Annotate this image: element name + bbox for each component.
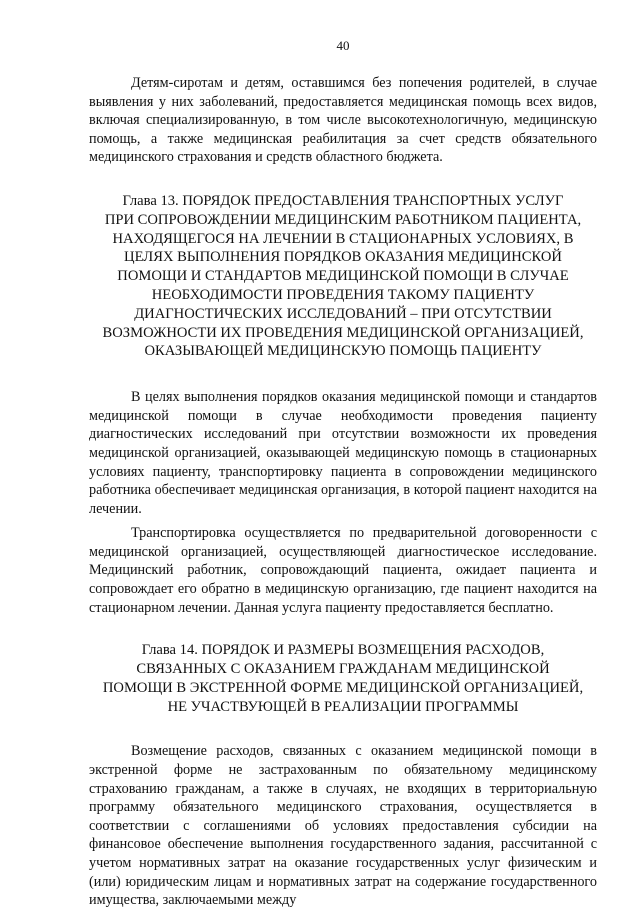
heading-line: ОКАЗЫВАЮЩЕЙ МЕДИЦИНСКУЮ ПОМОЩЬ ПАЦИЕНТУ <box>144 343 542 360</box>
heading-line: ПОМОЩИ И СТАНДАРТОВ МЕДИЦИНСКОЙ ПОМОЩИ В СЛУЧАЕ <box>117 268 569 285</box>
intro-paragraph: Детям-сиротам и детям, оставшимся без попечения родителей, в случае выявления у них заболеваний, предоставляется медицинская помощь всех видов, включая специализированную, в том числе высокотехнологичную, медицинскую помощь, а также медицинская реабилитация за счет средств обязательного медицинского страхования и средств областного бюджета. <box>89 75 597 166</box>
heading-line: ПОМОЩИ В ЭКСТРЕННОЙ ФОРМЕ МЕДИЦИНСКОЙ ОРГАНИЗАЦИЕЙ, <box>102 679 584 696</box>
heading-line: НЕОБХОДИМОСТИ ПРОВЕДЕНИЯ ТАКОМУ ПАЦИЕНТУ <box>151 286 535 303</box>
chapter-13-paragraph-1: В целях выполнения порядков оказания медицинской помощи и стандартов медицинской помощи в случае необходимости проведения пациенту диагностических исследований при отсутствии возможности их проведения медицинской организацией, оказывающей медицинскую помощь в стационарных условиях пациенту, транспортировку пациента в сопровождении медицинского работника обеспечивает медицинская организация, в которой пациент находится на лечении. <box>89 389 597 517</box>
chapter-13-heading <box>89 192 597 361</box>
document-page <box>89 0 597 910</box>
heading-line: ЦЕЛЯХ ВЫПОЛНЕНИЯ ПОРЯДКОВ ОКАЗАНИЯ МЕДИЦИНСКОЙ <box>124 249 562 266</box>
heading-line: Глава 14. ПОРЯДОК И РАЗМЕРЫ ВОЗМЕЩЕНИЯ РАСХОДОВ, <box>141 642 545 659</box>
heading-line: Глава 13. ПОРЯДОК ПРЕДОСТАВЛЕНИЯ ТРАНСПОРТНЫХ УСЛУГ <box>122 192 564 209</box>
chapter-13-paragraph-2: Транспортировка осуществляется по предварительной договоренности с медицинской организацией, осуществляющей диагностическое исследование. Медицинский работник, сопровождающий пациента, ожидает пациента и сопровождает его обратно в медицинскую организацию, где пациент находится на стационарном лечении. Данная услуга пациенту предоставляется бесплатно. <box>89 525 597 616</box>
heading-line: НАХОДЯЩЕГОСЯ НА ЛЕЧЕНИИ В СТАЦИОНАРНЫХ УСЛОВИЯХ, В <box>112 230 574 247</box>
heading-line: ПРИ СОПРОВОЖДЕНИИ МЕДИЦИНСКИМ РАБОТНИКОМ ПАЦИЕНТА, <box>104 211 582 228</box>
page-number: 40 <box>336 38 350 53</box>
chapter-14-heading <box>89 641 597 716</box>
heading-line: ВОЗМОЖНОСТИ ИХ ПРОВЕДЕНИЯ МЕДИЦИНСКОЙ ОРГАНИЗАЦИЕЙ, <box>102 324 584 341</box>
heading-line: ДИАГНОСТИЧЕСКИХ ИССЛЕДОВАНИЙ – ПРИ ОТСУТСТВИИ <box>134 305 552 322</box>
chapter-14-paragraph-1: Возмещение расходов, связанных с оказанием медицинской помощи в экстренной форме не застрахованным по обязательному медицинскому страхованию гражданам, а также в случаях, не входящих в территориальную программу обязательного медицинского страхования, осуществляется в соответствии с соглашениями об условиях предоставления субсидии на финансовое обеспечение выполнения государственного задания, рассчитанной с учетом нормативных затрат на оказание государственных услуг физическим и (или) юридическим лицам и нормативных затрат на содержание государственного имущества, заключаемыми между <box>89 743 597 909</box>
heading-line: СВЯЗАННЫХ С ОКАЗАНИЕМ ГРАЖДАНАМ МЕДИЦИНСКОЙ <box>136 661 550 678</box>
heading-line: НЕ УЧАСТВУЮЩЕЙ В РЕАЛИЗАЦИИ ПРОГРАММЫ <box>167 698 519 715</box>
